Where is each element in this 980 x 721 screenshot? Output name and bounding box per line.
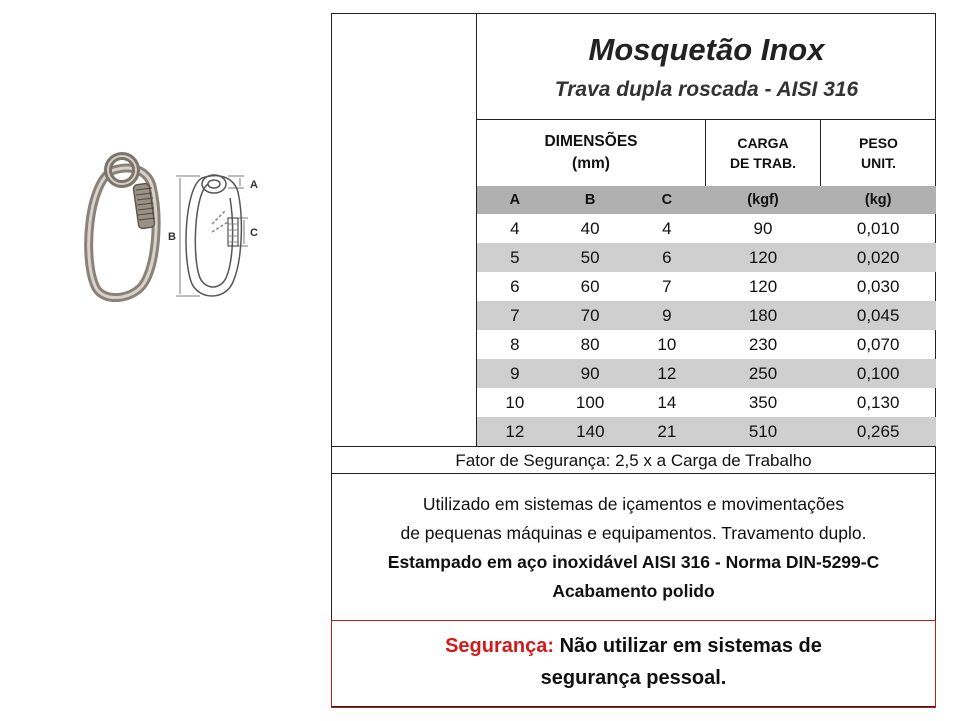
cell-carga: 250 bbox=[706, 359, 821, 388]
cell-b: 70 bbox=[553, 301, 628, 330]
cell-c: 6 bbox=[628, 243, 706, 272]
cell-a: 10 bbox=[505, 392, 525, 412]
cell-carga: 180 bbox=[706, 301, 821, 330]
cell-b: 60 bbox=[580, 276, 600, 296]
warning-line-1 bbox=[332, 635, 935, 658]
cell-c: 4 bbox=[662, 218, 672, 238]
cell-carga: 230 bbox=[748, 334, 778, 354]
cell-b: 140 bbox=[553, 417, 628, 446]
cell-carga: 510 bbox=[706, 417, 821, 446]
dimensoes-label: DIMENSÕES bbox=[544, 133, 638, 150]
table-row bbox=[477, 243, 937, 272]
cell-b: 50 bbox=[553, 243, 628, 272]
cell-a: 7 bbox=[477, 301, 553, 330]
description-line-bold: Estampado em aço inoxidável AISI 316 - Norma DIN-5299-C bbox=[387, 552, 880, 572]
peso-sublabel: UNIT. bbox=[861, 155, 896, 171]
cell-carga: 90 bbox=[753, 218, 773, 238]
cell-c: 7 bbox=[662, 276, 672, 296]
product-title: Mosquetão Inox bbox=[588, 32, 825, 67]
cell-carga: 120 bbox=[706, 243, 821, 272]
peso-label: PESO bbox=[859, 135, 898, 151]
dimension-label-a: A bbox=[250, 179, 258, 191]
col-header-c: C bbox=[628, 186, 706, 214]
cell-a: 4 bbox=[510, 218, 520, 238]
cell-b: 80 bbox=[580, 334, 600, 354]
carabiner-photo bbox=[89, 156, 156, 298]
column-group-carga bbox=[705, 120, 820, 186]
spec-sheet bbox=[331, 13, 936, 707]
cell-peso: 0,045 bbox=[820, 301, 936, 330]
col-header-kgf: (kgf) bbox=[706, 186, 821, 214]
cell-c: 9 bbox=[628, 301, 706, 330]
cell-c: 12 bbox=[628, 359, 706, 388]
dimensoes-unit: (mm) bbox=[572, 155, 610, 172]
cell-carga: 350 bbox=[748, 392, 778, 412]
table-row bbox=[477, 417, 937, 446]
product-header bbox=[476, 14, 936, 120]
description-line-bold: Acabamento polido bbox=[552, 581, 715, 601]
description-line: de pequenas máquinas e equipamentos. Travamento duplo. bbox=[400, 523, 867, 543]
col-header-b: B bbox=[553, 186, 628, 214]
warning-label: Segurança: bbox=[445, 635, 555, 657]
warning-text: Não utilizar em sistemas de bbox=[554, 635, 822, 657]
product-description bbox=[332, 490, 935, 606]
cell-a: 5 bbox=[477, 243, 553, 272]
cell-carga: 120 bbox=[748, 276, 778, 296]
table-header-row bbox=[477, 186, 937, 214]
carga-sublabel: DE TRAB. bbox=[729, 155, 797, 171]
cell-c: 14 bbox=[657, 392, 677, 412]
cell-a: 9 bbox=[477, 359, 553, 388]
col-header-a: A bbox=[477, 186, 553, 214]
dimensions-table bbox=[476, 186, 936, 446]
carabiner-technical-drawing bbox=[176, 175, 248, 296]
product-illustration bbox=[78, 140, 263, 305]
cell-peso: 0,070 bbox=[856, 334, 900, 354]
cell-peso: 0,130 bbox=[856, 392, 900, 412]
table-row bbox=[477, 301, 937, 330]
cell-peso: 0,265 bbox=[820, 417, 936, 446]
carabiner-drawing bbox=[78, 140, 263, 305]
cell-a: 12 bbox=[477, 417, 553, 446]
cell-peso: 0,010 bbox=[856, 218, 900, 238]
cell-b: 40 bbox=[580, 218, 600, 238]
column-group-peso bbox=[820, 120, 936, 186]
carga-label: CARGA bbox=[737, 135, 789, 151]
cell-b: 90 bbox=[553, 359, 628, 388]
safety-warning-box bbox=[331, 620, 936, 708]
safety-factor-note: Fator de Segurança: 2,5 x a Carga de Trabalho bbox=[332, 446, 935, 474]
cell-peso: 0,030 bbox=[856, 276, 900, 296]
table-row bbox=[477, 388, 937, 417]
col-header-kg: (kg) bbox=[820, 186, 936, 214]
cell-peso: 0,100 bbox=[820, 359, 936, 388]
column-group-dimensoes bbox=[476, 120, 705, 186]
cell-c: 21 bbox=[628, 417, 706, 446]
cell-a: 6 bbox=[510, 276, 520, 296]
description-line: Utilizado em sistemas de içamentos e movimentações bbox=[422, 494, 845, 514]
table-row bbox=[477, 214, 937, 243]
table-row bbox=[477, 272, 937, 301]
warning-line-2: segurança pessoal. bbox=[540, 667, 727, 689]
table-row bbox=[477, 330, 937, 359]
cell-a: 8 bbox=[510, 334, 520, 354]
dimension-label-c: C bbox=[250, 227, 258, 239]
cell-c: 10 bbox=[657, 334, 677, 354]
table-row bbox=[477, 359, 937, 388]
cell-peso: 0,020 bbox=[820, 243, 936, 272]
dimension-label-b: B bbox=[168, 231, 176, 243]
cell-b: 100 bbox=[575, 392, 605, 412]
product-subtitle: Trava dupla roscada - AISI 316 bbox=[554, 78, 859, 101]
